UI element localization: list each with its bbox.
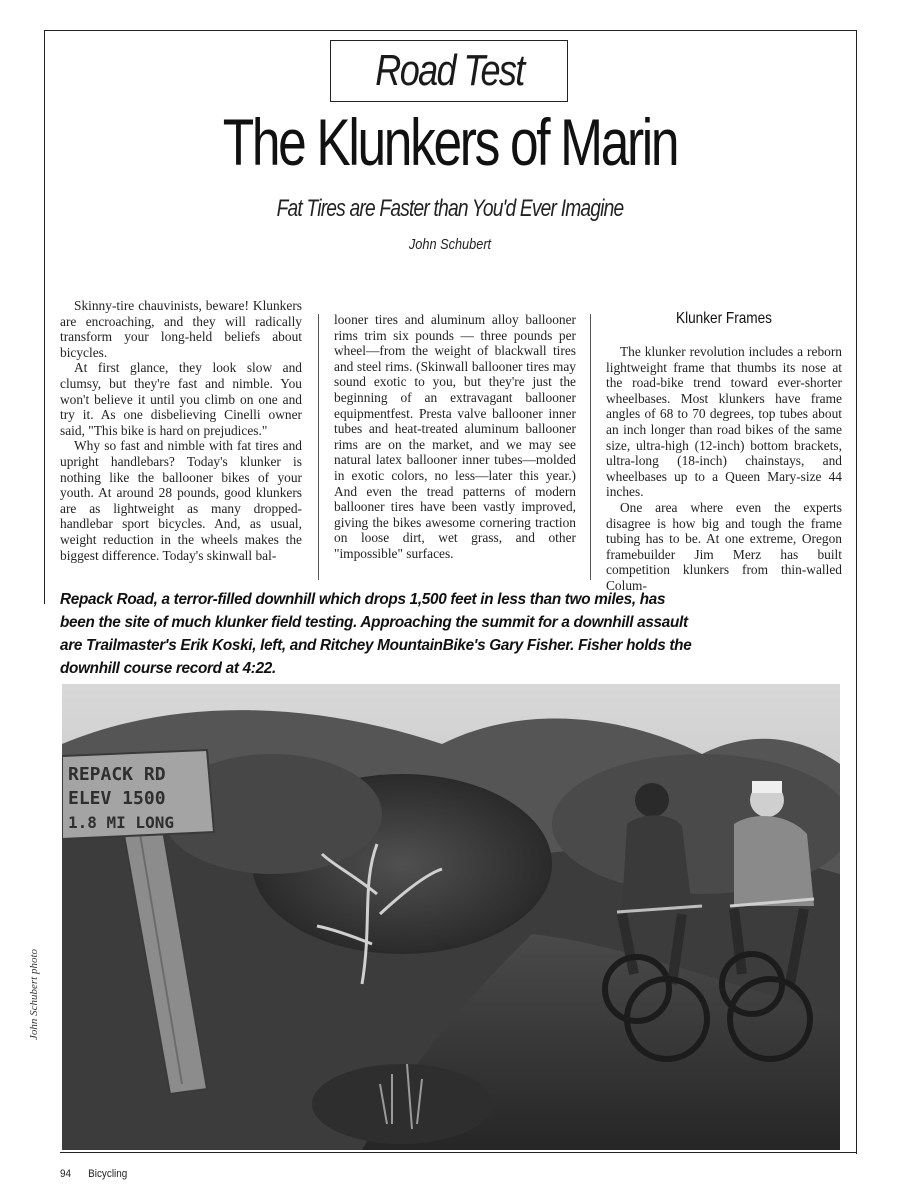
photo-caption: Repack Road, a terror-filled downhill which drops 1,500 feet in less than two miles, has been the site of much klunker field testing. Approaching the summit for a downhill assault are Trailmaster's Erik Koski, left, and Ritchey MountainBike's Gary Fisher. Fisher holds the downhill course record at 4:22.: [60, 591, 692, 677]
sign-line-1: REPACK RD: [68, 764, 166, 785]
column-divider: [590, 314, 591, 580]
paragraph: Why so fast and nimble with fat tires and upright handlebars? Today's klunker is nothing like the ballooner bikes of your youth. At around 28 pounds, good klunkers are as lightweight as many dropped-handlebar sport bicycles. And, as usual, weight reduction in the wheels makes the biggest difference. Today's skinwall bal-: [60, 438, 302, 563]
body-column-3: [606, 344, 842, 594]
page-number: 94: [60, 1168, 72, 1180]
frame-right-rule: [856, 30, 857, 1154]
paragraph: At first glance, they look slow and clumsy, but they're fast and nimble. You won't believe it until you climb on one and try it. As one disbelieving Cinelli owner said, "This bike is hard on prejudices.": [60, 360, 302, 438]
frame-bottom-rule: [60, 1152, 856, 1153]
column-divider: [318, 314, 319, 580]
magazine-name: Bicycling: [88, 1168, 128, 1180]
photo-credit: John Schubert photo: [28, 948, 40, 1040]
sign-line-3: 1.8 MI LONG: [68, 813, 174, 832]
body-column-1: [60, 298, 302, 563]
paragraph: Skinny-tire chauvinists, beware! Klunkers are encroaching, and they will radically transform your long-held beliefs about bicycles.: [60, 298, 302, 360]
article-title: The Klunkers of Marin: [222, 105, 678, 179]
section-label-box: [330, 40, 568, 102]
frame-left-rule: [44, 30, 45, 604]
section-label: Road Test: [374, 46, 524, 95]
body-column-2: [334, 312, 576, 562]
paragraph: One area where even the experts disagree is how big and tough the frame tubing has to be. At one extreme, Oregon framebuilder Jim Merz has built competition klunkers from thin-walled Colum-: [606, 499, 842, 593]
article-photo: [62, 684, 840, 1150]
frame-top-rule: [44, 30, 856, 31]
paragraph: looner tires and aluminum alloy ballooner rims trim six pounds — three pounds per wheel—from the weight of blackwall tires and steel rims. (Skinwall ballooner tires may sound exotic to you, but they're just the beginning of an extravagant ballooner equipmentfest. Presta valve ballooner inner tubes and heat-treated aluminum ballooner rims are on the market, and we may see natural latex ballooner inner tubes—molded in exotic colors, no less—later this year.) And even the tread patterns of modern ballooner tires have been vastly improved, giving the bikes awesome cornering traction on loose dirt, wet grass, and other "impossible" surfaces.: [334, 312, 576, 561]
author-byline: John Schubert: [408, 236, 492, 253]
sidebar-heading: Klunker Frames: [676, 310, 772, 327]
page-footer: [60, 1168, 142, 1180]
article-subtitle: Fat Tires are Faster than You'd Ever Imagine: [276, 195, 624, 222]
sign-line-2: ELEV 1500: [68, 788, 166, 809]
paragraph: The klunker revolution includes a reborn lightweight frame that thumbs its nose at the road-bike trend toward ever-shorter wheelbases. Most klunkers have frame angles of 68 to 70 degrees, top tubes about an inch longer than road bikes of the same size, ultra-high (12-inch) bottom brackets, ultra-long (18-inch) chainstays, and wheelbases up to a Queen Mary-size 44 inches.: [606, 344, 842, 500]
